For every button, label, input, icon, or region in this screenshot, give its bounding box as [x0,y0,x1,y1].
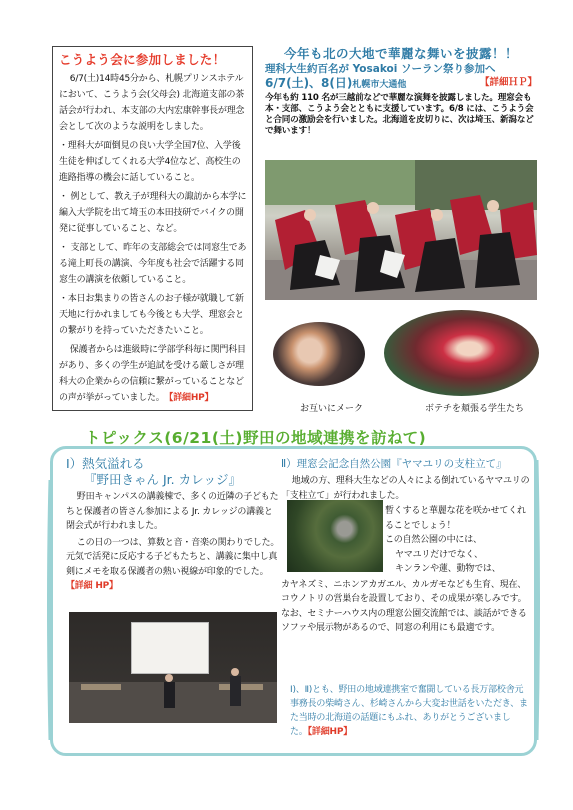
yosakoi-place: 札幌市大通他 [352,80,407,90]
topics-footnote: Ⅰ)、Ⅱ)とも、野田の地域連携室で奮闘している長万部校舎元事務長の柴崎さん、杉崎さんから大変お世話をいただき、また当時の北海道の話題にもふれ、ありがとうございました。【詳細HP】 [290,685,528,737]
kouyou-bullet-1: ・理科大が面倒見の良い大学全国7位、入学後生徒を伸ばしてくれる大学4位など、高校生の進路指導の機会に話していること。 [59,141,241,183]
kouyou-detail-link[interactable]: 【詳細HP】 [168,393,214,403]
yosakoi-dates: 6/7(土)、8(日) [265,76,353,90]
yosakoi-detail-link[interactable]: 【詳細ＨＰ】 [479,77,537,88]
kouyou-intro: 6/7(土)14時45分から、札幌プリンスホテルにおいて、こうよう会(父母会) 北海道支部の茶話会が行われ、本支部の大内宏康幹事長が理念会として次のような説明をしました。 [59,74,245,132]
kouyou-bullet-4: ・本日お集まりの皆さんのお子様が就職して新天地に行かれましても今後とも大学、理窓会との繋がりを持っていただきたいこと。 [59,294,244,336]
jr-college-title-1: Ⅰ）熱気溢れる [66,456,145,471]
yosakoi-article [265,46,537,137]
topics-heading: トピックス(6/21(土)野田の地域連携を訪ねて) [85,429,427,447]
jr-college-section [66,456,280,594]
students-eating-photo [384,310,539,396]
yosakoi-dance-photo [265,160,537,300]
topics-detail-link[interactable]: 【詳細HP】 [307,727,353,737]
yosakoi-date-line [265,76,537,92]
yamayuri-p2c: ヤマユリだけでなく、 [395,549,483,560]
kouyou-bullet-3: ・ 支部として、昨年の支部総会では同窓生である滝上町長の講演、今年度も社会で活躍する同窓生の講演を依頼していること。 [59,243,247,285]
yamayuri-p2b: この自然公園の中には、 [385,535,482,545]
eating-caption: ボテチを頬張る学生たち [425,404,525,414]
lecture-scene-illustration [69,612,277,723]
kouyou-closing: 保護者からは進級時に学部学科毎に関門科目があり、多くの学生が追試を受ける厳しさが理科大の企業からの信頼に繋がっていることなどの声が挙がっていました。 【詳細HP】 [59,345,246,403]
makeup-photo [273,322,365,386]
jr-college-detail-link[interactable]: 【詳細 HP】 [66,581,118,591]
yamayuri-p3: カヤネズミ、ニホンアカガエル、カルガモなども生育、現在、コウノトリの営巣台を設置しており、その成果が楽しみです。なお、セミナーハウス内の理窓公園交流館では、談話ができるソファや展示物があるので、同窓の利用にも最適です。 [281,579,527,633]
kouyou-title: こうよう会に参加しました！ [59,52,226,67]
kouyou-article [52,46,253,411]
yamayuri-p2a: 暫くすると華麗な花を咲かせてくれることでしょう！ [385,506,526,531]
yosakoi-title: 今年も北の大地で華麗な舞いを披露！！ [283,46,518,61]
jr-college-lecture-photo [69,612,277,723]
yamayuri-p2d: キンランや蓮、動物では、 [395,564,501,574]
yamayuri-title: Ⅱ）理窓会記念自然公園『ヤマユリの支柱立て』 [281,458,507,470]
jr-college-p2: この日の一つは、算数と音・音楽の関わりでした。元気で活発に反応する子どもたちと、講義に集中し真剣にメモを取る保護者の熱い視線が印象的でした。【詳細 HP】 [66,537,280,591]
kouyou-bullet-2: ・ 例として、教え子が理科大の諏訪から本学に編入大学院を出て埼玉の本田技研でバイクの開発に従事していること、など。 [59,192,247,234]
yamayuri-p1: 地域の方、理科大生などの人々による倒れているヤマユリの「支柱立て」が行われました。 [281,476,530,501]
jr-college-p1: 野田キャンパスの講義棟で、多くの近隣の子どもたちと保護者の皆さん参加による Jr. カレッジの講義と閉会式が行われました。 [66,492,279,531]
yosakoi-body: 今年も約 110 名が三越前などで華麗な演舞を披露しました。理窓会も本・支部、こうよう会とともに支援しています。6/8 には、こうよう会と合同の激励会を行いました。北海道を皮切りに、次は埼玉、新潟などで舞います！ [265,93,534,136]
makeup-caption: お互いにメーク [300,404,364,414]
yosakoi-dance-illustration [265,160,537,300]
jr-college-title-2: 『野田きゃん Jr. カレッジ』 [84,472,241,487]
yamayuri-volunteer-photo [287,500,383,572]
yosakoi-subtitle: 理科大生約百名が Yosakoi ソーラン祭り参加へ [265,63,496,75]
